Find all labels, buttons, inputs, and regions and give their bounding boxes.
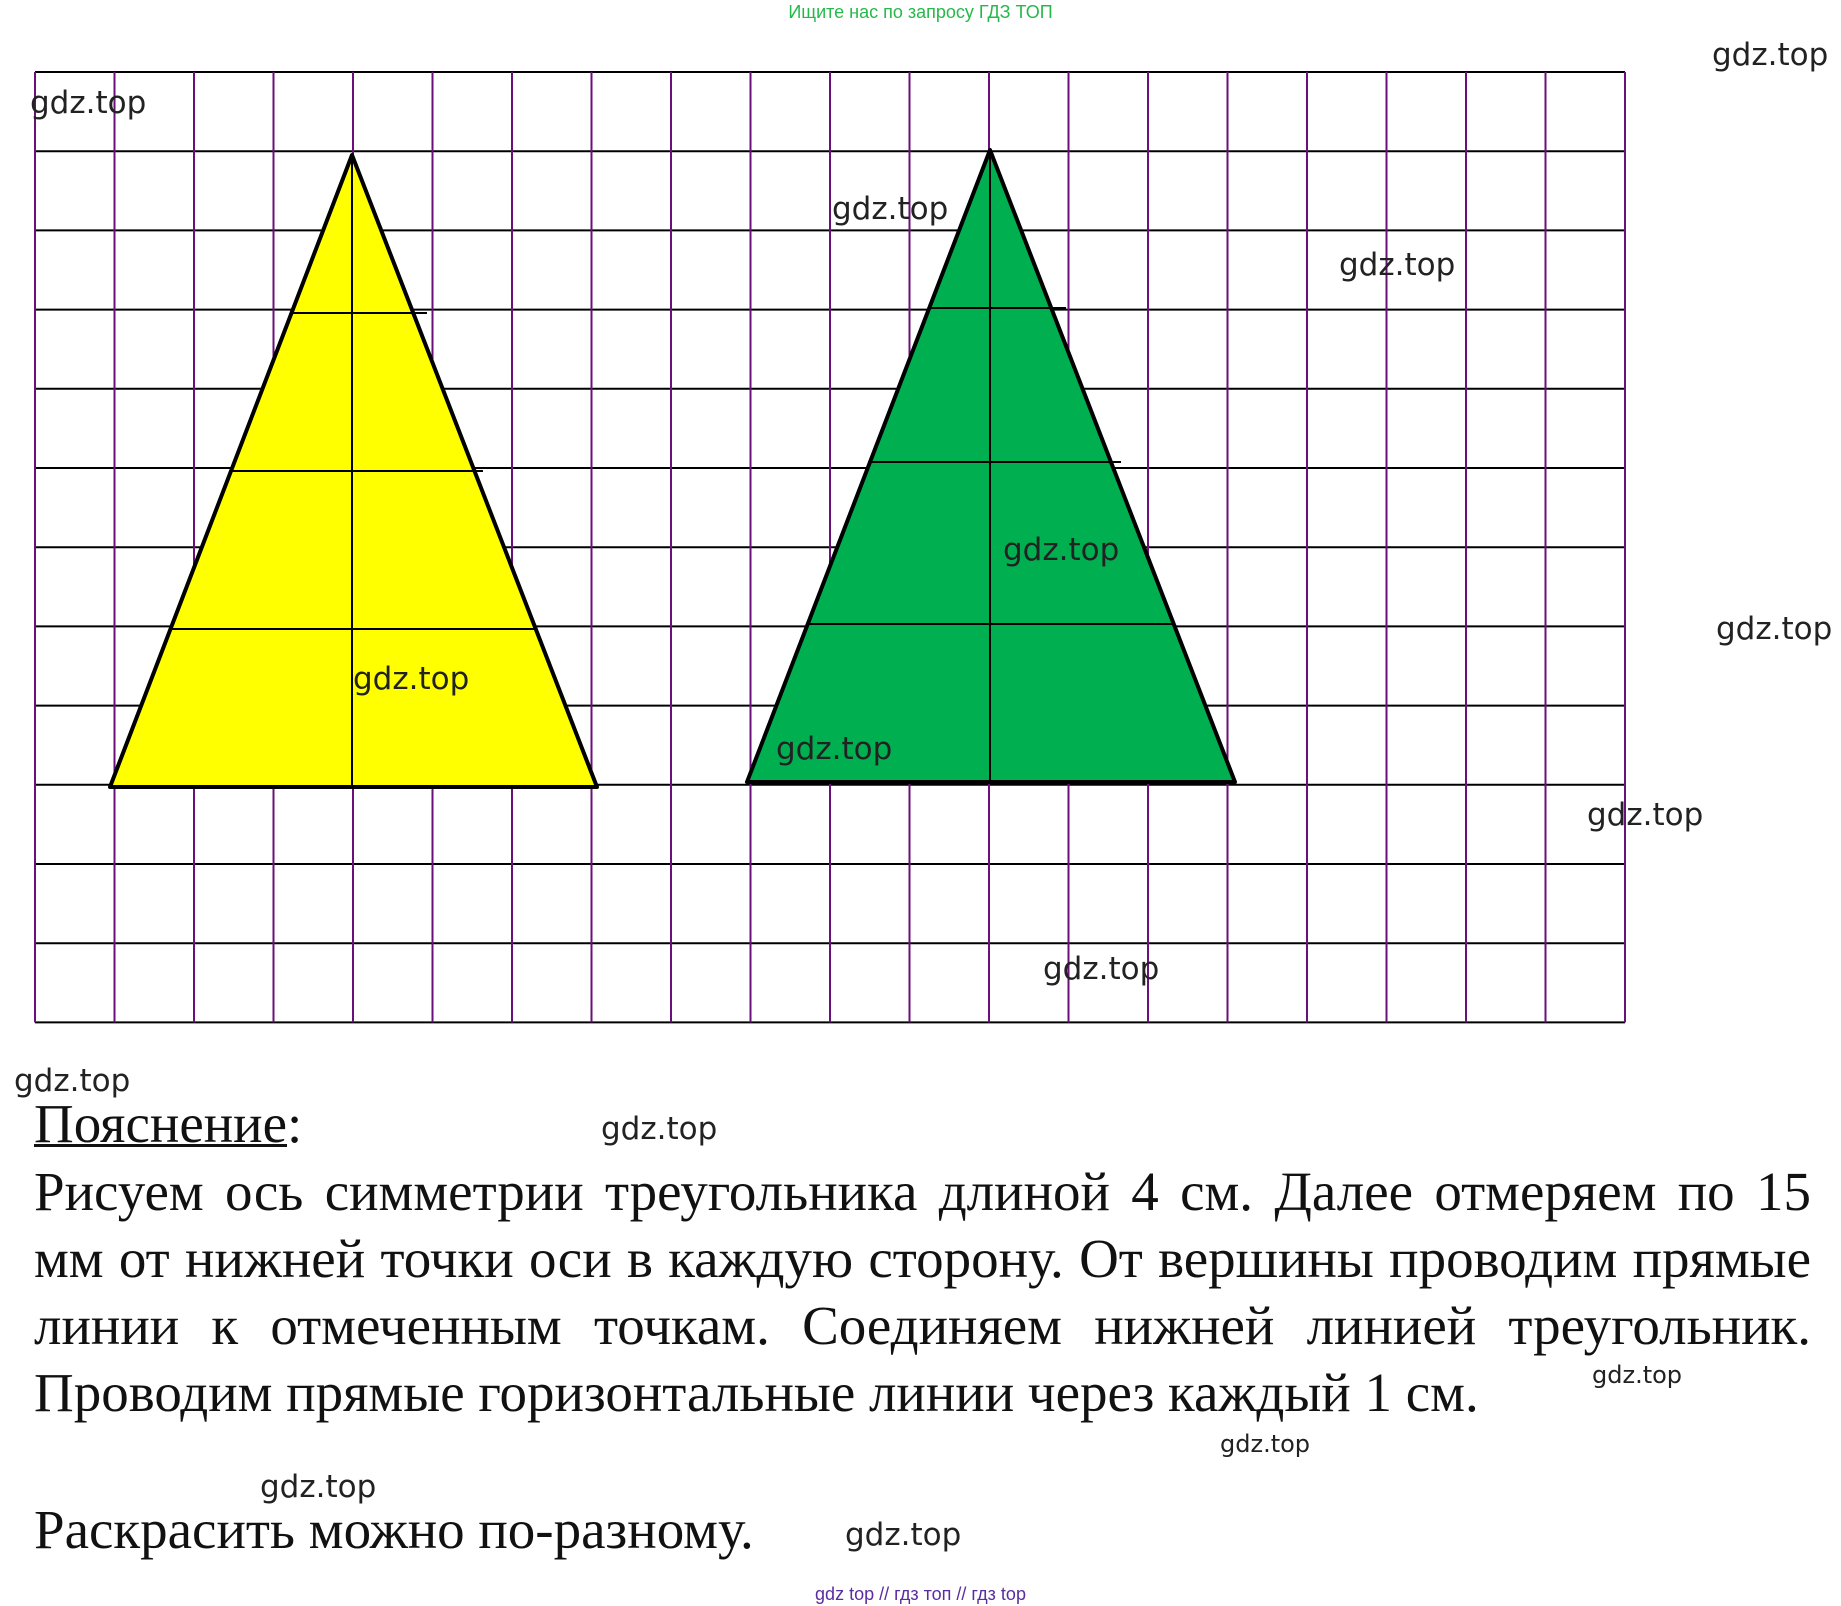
watermark: gdz.top xyxy=(1043,951,1160,987)
watermark: gdz.top xyxy=(1339,247,1456,283)
watermark: gdz.top xyxy=(1712,37,1829,73)
watermark: gdz.top xyxy=(353,661,470,697)
top-search-link[interactable]: Ищите нас по запросу ГДЗ ТОП xyxy=(788,2,1053,22)
watermark: gdz.top xyxy=(1592,1361,1683,1389)
green-triangle-group xyxy=(747,150,1235,782)
footer-links[interactable]: gdz top // гдз топ // гдз top xyxy=(815,1584,1026,1604)
watermark: gdz.top xyxy=(1587,797,1704,833)
watermark: gdz.top xyxy=(776,731,893,767)
watermark: gdz.top xyxy=(845,1517,962,1553)
watermark: gdz.top xyxy=(1716,611,1833,647)
explanation-title-text: Пояснение xyxy=(34,1093,288,1154)
watermark: gdz.top xyxy=(832,191,949,227)
watermark: gdz.top xyxy=(260,1469,377,1505)
watermark: gdz.top xyxy=(1003,532,1120,568)
explanation-title xyxy=(34,1090,1811,1157)
explanation-body: Рисуем ось симметрии треугольника длиной 4 см. Далее отмеряем по 15 мм от нижней точки оси в каждую сторону. От вершины проводим прямые линии к отмеченным точкам. Соединяем нижней линией треугольник. Проводим прямые горизонтальные линии через каждый 1 см. xyxy=(34,1161,1811,1423)
watermark: gdz.top xyxy=(1220,1430,1311,1458)
watermark: gdz.top xyxy=(30,85,147,121)
watermark: gdz.top xyxy=(601,1111,718,1147)
explanation-title-colon: : xyxy=(287,1093,303,1154)
explanation-note: Раскрасить можно по-разному. xyxy=(34,1499,754,1560)
watermark: gdz.top xyxy=(14,1063,131,1099)
